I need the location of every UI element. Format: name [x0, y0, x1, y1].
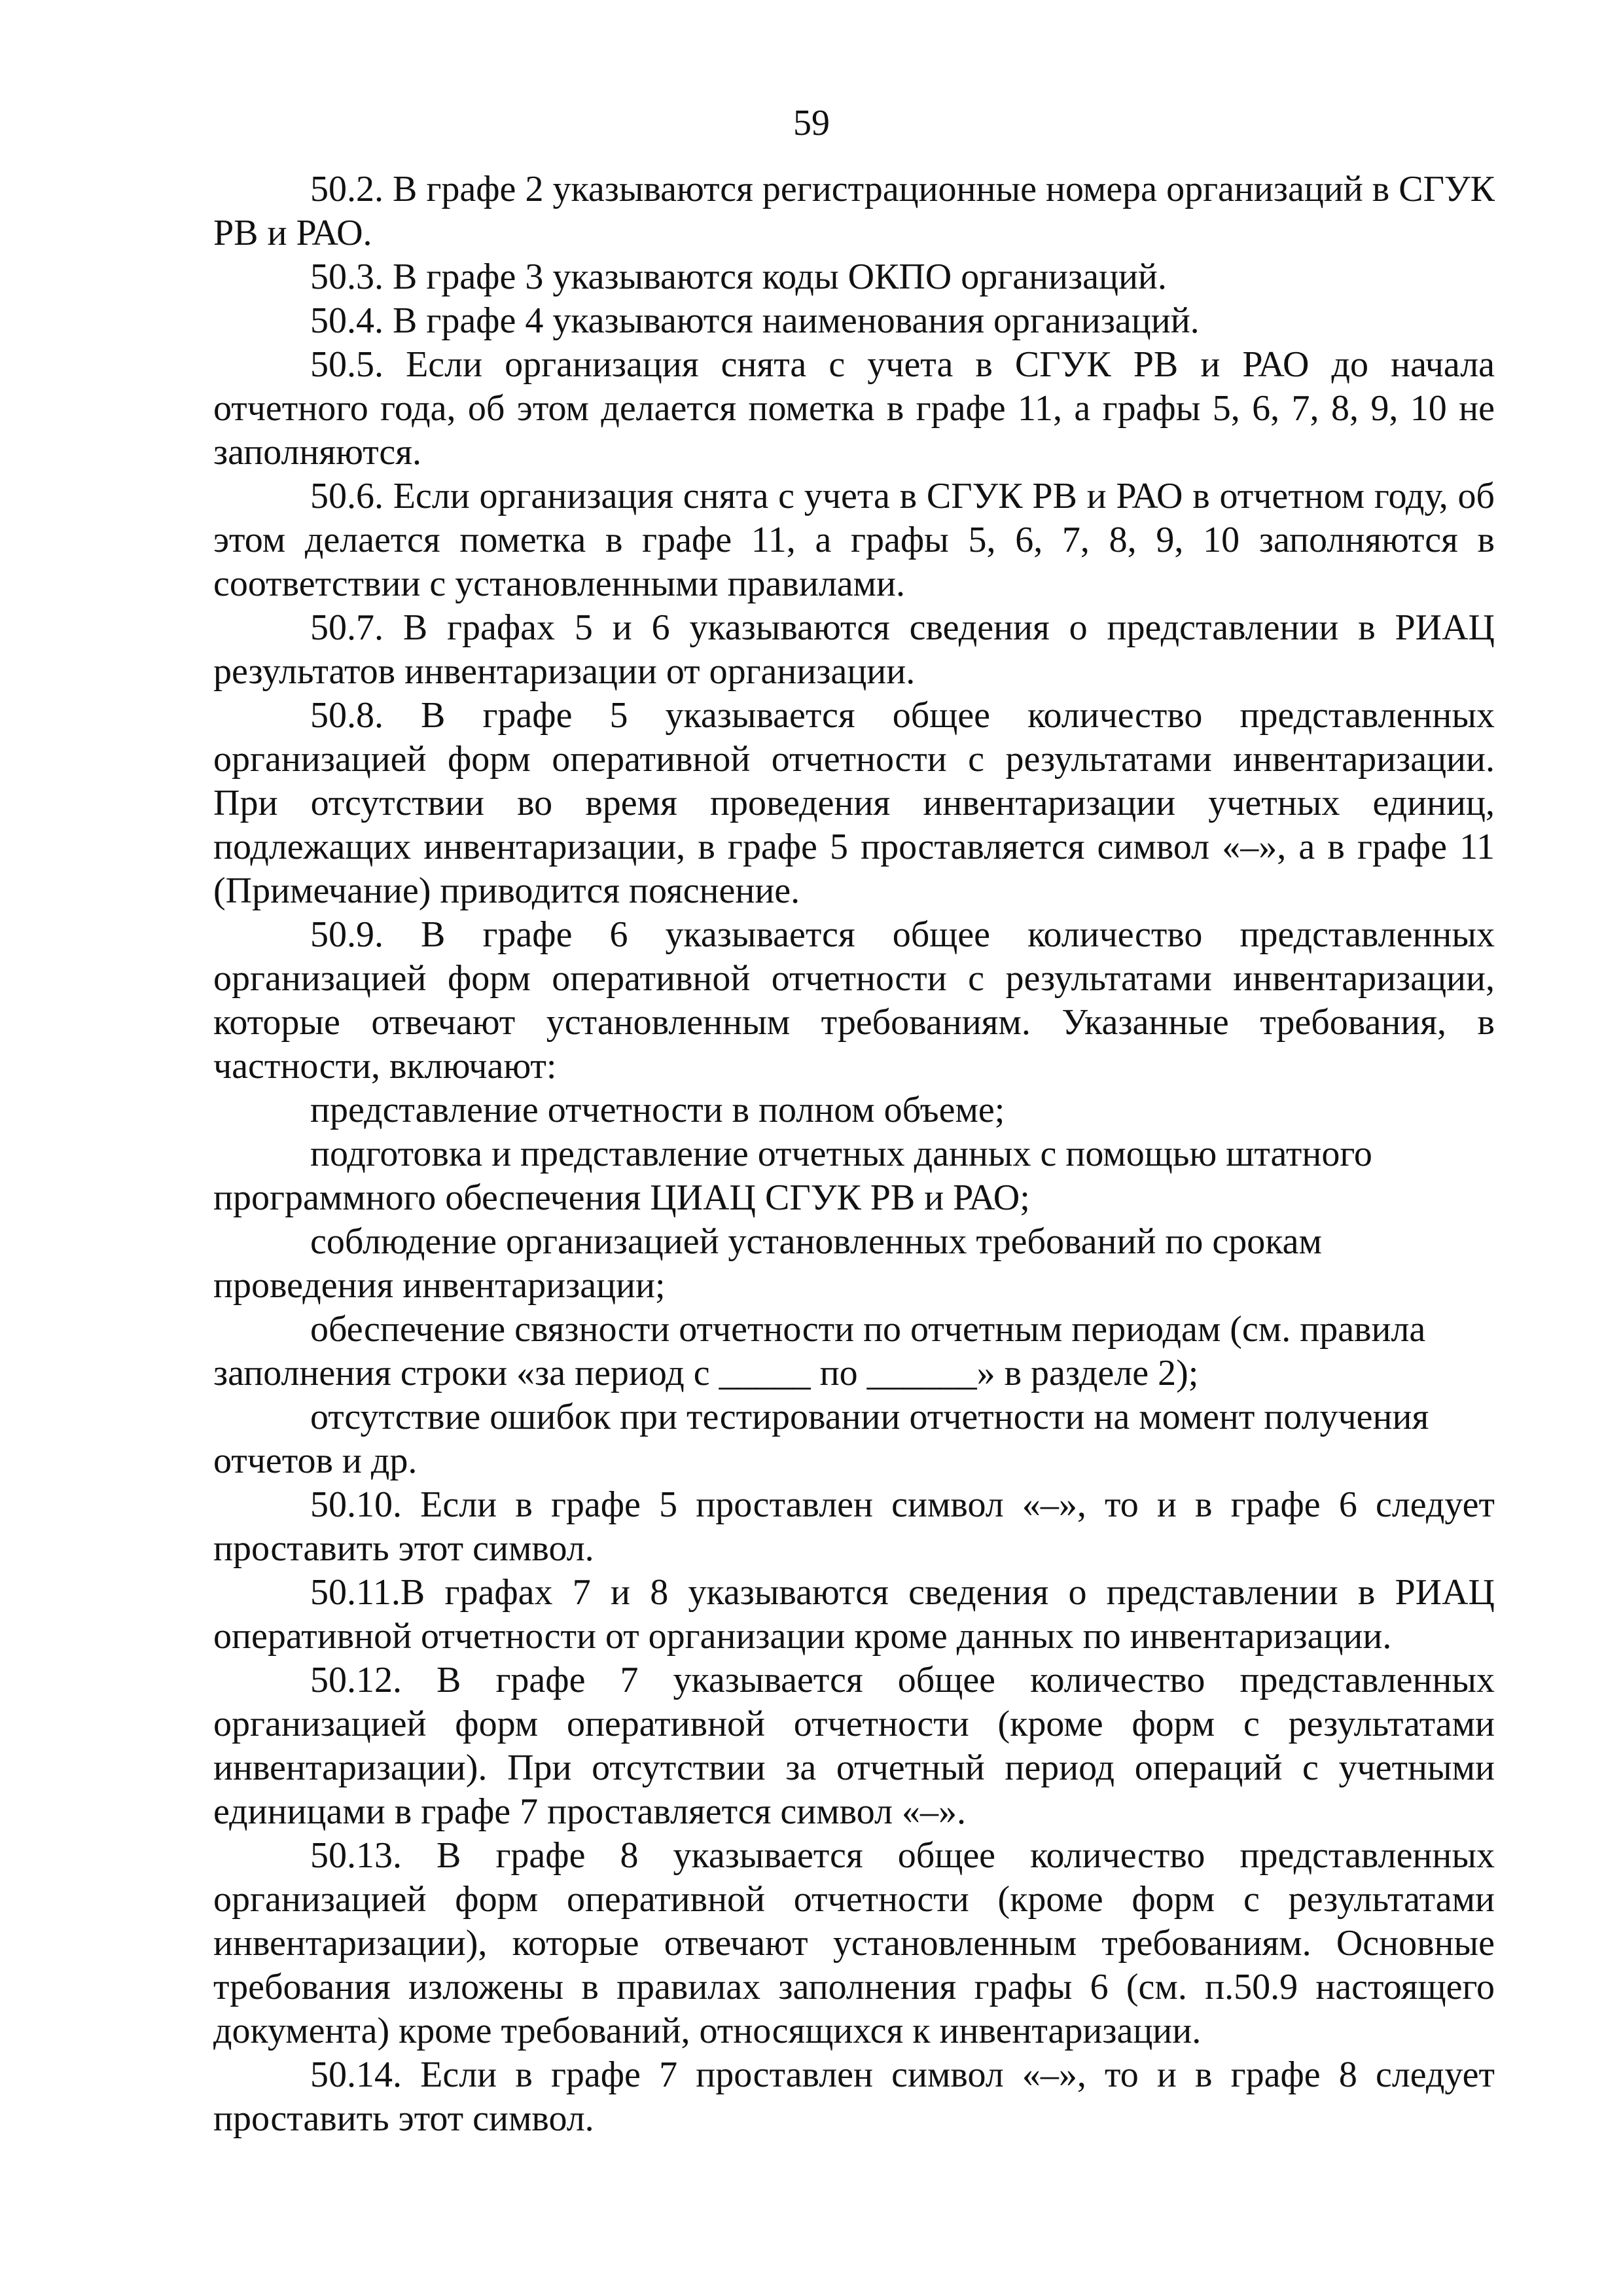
paragraph-50-10: 50.10. Если в графе 5 проставлен символ «–», то и в графе 6 следует проставить этот символ.	[213, 1484, 1495, 1569]
paragraph-50-14: 50.14. Если в графе 7 проставлен символ «–», то и в графе 8 следует проставить этот символ.	[213, 2054, 1495, 2139]
requirement-item: обеспечение связности отчетности по отчетным периодам (см. правила заполнения строки «за период с _____ по ______» в разделе 2);	[213, 1309, 1426, 1393]
paragraph-50-8: 50.8. В графе 5 указывается общее количество представленных организацией форм оперативной отчетности с результатами инвентаризации. При отсутствии во время проведения инвентаризации учетных единиц, подлежащих инвентаризации, в графе 5 проставляется символ «–», а в графе 11 (Примечание) приводится пояснение.	[213, 695, 1495, 911]
paragraph-50-11: 50.11.В графах 7 и 8 указываются сведения о представлении в РИАЦ оперативной отчетности от организации кроме данных по инвентаризации.	[213, 1572, 1495, 1657]
paragraph-50-5: 50.5. Если организация снята с учета в СГУК РВ и РАО до начала отчетного года, об этом делается пометка в графе 11, а графы 5, 6, 7, 8, 9, 10 не заполняются.	[213, 344, 1495, 473]
paragraph-50-9: 50.9. В графе 6 указывается общее количество представленных организацией форм оперативной отчетности с результатами инвентаризации, которые отвечают установленным требованиям. Указанные требования, в частности, включают:	[213, 914, 1495, 1086]
paragraph-50-12: 50.12. В графе 7 указывается общее количество представленных организацией форм оперативной отчетности (кроме форм с результатами инвентаризации). При отсутствии за отчетный период операций с учетными единицами в графе 7 проставляется символ «–».	[213, 1660, 1495, 1832]
paragraph-50-13: 50.13. В графе 8 указывается общее количество представленных организацией форм оперативной отчетности (кроме форм с результатами инвентаризации), которые отвечают установленным требованиям. Основные требования изложены в правилах заполнения графы 6 (см. п.50.9 настоящего документа) кроме требований, относящихся к инвентаризации.	[213, 1835, 1495, 2051]
requirement-item: соблюдение организацией установленных требований по срокам проведения инвентаризации;	[213, 1221, 1322, 1306]
paragraph-50-3: 50.3. В графе 3 указываются коды ОКПО организаций.	[310, 257, 1167, 297]
paragraph-50-7: 50.7. В графах 5 и 6 указываются сведения о представлении в РИАЦ результатов инвентаризации от организации.	[213, 607, 1495, 692]
paragraph-50-2: 50.2. В графе 2 указываются регистрационные номера организаций в СГУК РВ и РАО.	[213, 169, 1495, 253]
paragraph-50-4: 50.4. В графе 4 указываются наименования организаций.	[310, 300, 1200, 341]
document-body	[213, 168, 1495, 2141]
requirement-item: представление отчетности в полном объеме;	[310, 1090, 1005, 1130]
page-number: 59	[793, 103, 830, 143]
requirement-item: подготовка и представление отчетных данных с помощью штатного программного обеспечения ЦИАЦ СГУК РВ и РАО;	[213, 1134, 1372, 1218]
requirement-item: отсутствие ошибок при тестировании отчетности на момент получения отчетов и др.	[213, 1397, 1429, 1481]
paragraph-50-6: 50.6. Если организация снята с учета в СГУК РВ и РАО в отчетном году, об этом делается пометка в графе 11, а графы 5, 6, 7, 8, 9, 10 заполняются в соответствии с установленными правилами.	[213, 476, 1495, 604]
